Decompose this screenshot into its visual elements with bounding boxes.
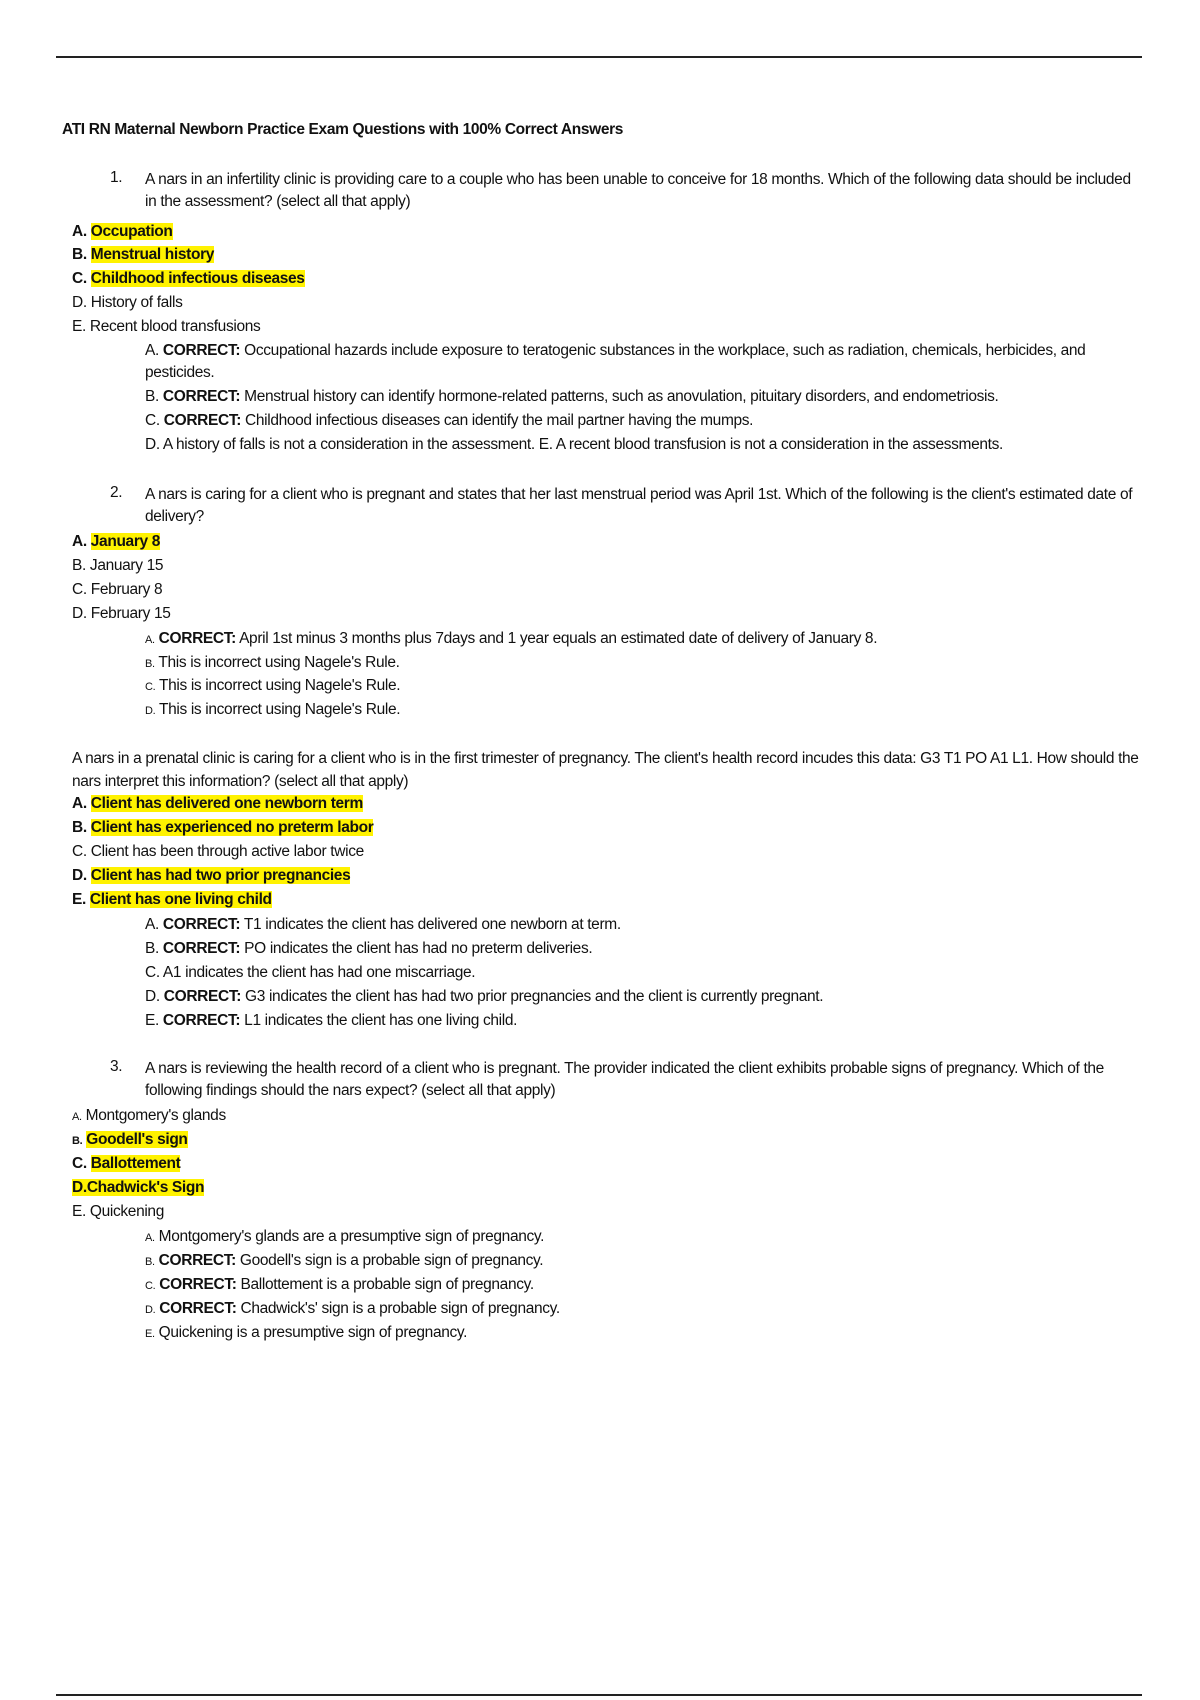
question-unnumbered-stem: A nars in a prenatal clinic is caring for a client who is in the first trimester of pregnancy. The client's health record incudes this data: G3 T1 PO A1 L1. How should the nars interpret this information? (select all that apply) bbox=[72, 750, 1139, 790]
q1-explanation-d: D. A history of falls is not a consideration in the assessment. E. A recent blood transfusion is not a consideration in the assessments. bbox=[145, 436, 1003, 453]
q1-option-d: D. History of falls bbox=[72, 294, 183, 311]
qu-explanation-c: C. A1 indicates the client has had one miscarriage. bbox=[145, 964, 476, 981]
q1-option-e: E. Recent blood transfusions bbox=[72, 318, 261, 335]
q3-explanation-c: C. CORRECT: Ballottement is a probable sign of pregnancy. bbox=[145, 1276, 534, 1293]
q1-option-c: C. Childhood infectious diseases bbox=[72, 270, 305, 287]
bottom-rule bbox=[56, 1694, 1142, 1696]
question-number: 1. bbox=[110, 169, 123, 186]
q2-explanation-d: D. This is incorrect using Nagele's Rule. bbox=[145, 701, 401, 718]
q2-explanation-b: B. This is incorrect using Nagele's Rule. bbox=[145, 654, 400, 671]
q2-option-c: C. February 8 bbox=[72, 581, 163, 598]
q3-explanation-a: A. Montgomery's glands are a presumptive sign of pregnancy. bbox=[145, 1228, 545, 1245]
qu-option-d: D. Client has had two prior pregnancies bbox=[72, 867, 351, 884]
q1-option-b: B. Menstrual history bbox=[72, 246, 215, 263]
top-rule bbox=[56, 56, 1142, 58]
q2-explanation-a: A. CORRECT: April 1st minus 3 months plus 7days and 1 year equals an estimated date of delivery of January 8. bbox=[145, 630, 878, 647]
question-number: 3. bbox=[110, 1058, 123, 1075]
qu-explanation-a: A. CORRECT: T1 indicates the client has delivered one newborn at term. bbox=[145, 916, 621, 933]
q1-explanation-c: C. CORRECT: Childhood infectious diseases can identify the mail partner having the mumps. bbox=[145, 412, 754, 429]
qu-explanation-b: B. CORRECT: PO indicates the client has had no preterm deliveries. bbox=[145, 940, 593, 957]
q1-option-a: A. Occupation bbox=[72, 223, 173, 240]
qu-explanation-e: E. CORRECT: L1 indicates the client has one living child. bbox=[145, 1012, 518, 1029]
question-number: 2. bbox=[110, 484, 123, 501]
q3-option-c: C. Ballottement bbox=[72, 1155, 181, 1172]
q3-explanation-d: D. CORRECT: Chadwick's' sign is a probable sign of pregnancy. bbox=[145, 1300, 560, 1317]
question-text: A nars is caring for a client who is pregnant and states that her last menstrual period was April 1st. Which of the following is the client's estimated date of delivery? bbox=[145, 486, 1133, 525]
q3-option-a: A. Montgomery's glands bbox=[72, 1107, 226, 1124]
q3-option-e: E. Quickening bbox=[72, 1203, 164, 1220]
question-text: A nars is reviewing the health record of a client who is pregnant. The provider indicated the client exhibits probable signs of pregnancy. Which of the following findings should the nars expect? (select all that apply) bbox=[145, 1060, 1104, 1099]
q3-option-b: B. Goodell's sign bbox=[72, 1131, 188, 1148]
q2-explanation-c: C. This is incorrect using Nagele's Rule. bbox=[145, 677, 401, 694]
q1-explanation-a: A. CORRECT: Occupational hazards include exposure to teratogenic substances in the workplace, such as radiation, chemicals, herbicides, and pesticides. bbox=[145, 342, 1086, 381]
question-text: A nars in an infertility clinic is providing care to a couple who has been unable to conceive for 18 months. Which of the following data should be included in the assessment? (select all that apply) bbox=[145, 171, 1131, 210]
qu-option-b: B. Client has experienced no preterm labor bbox=[72, 819, 374, 836]
document-title: ATI RN Maternal Newborn Practice Exam Questions with 100% Correct Answers bbox=[62, 121, 624, 138]
qu-option-c: C. Client has been through active labor twice bbox=[72, 843, 364, 860]
q2-option-a: A. January 8 bbox=[72, 533, 161, 550]
q3-explanation-e: E. Quickening is a presumptive sign of pregnancy. bbox=[145, 1324, 468, 1341]
q1-explanation-b: B. CORRECT: Menstrual history can identify hormone-related patterns, such as anovulation, pituitary disorders, and endometriosis. bbox=[145, 388, 999, 405]
qu-option-e: E. Client has one living child bbox=[72, 891, 272, 908]
qu-explanation-d: D. CORRECT: G3 indicates the client has had two prior pregnancies and the client is currently pregnant. bbox=[145, 988, 824, 1005]
q3-option-d: D.Chadwick's Sign bbox=[72, 1179, 205, 1196]
q3-explanation-b: B. CORRECT: Goodell's sign is a probable sign of pregnancy. bbox=[145, 1252, 544, 1269]
q2-option-d: D. February 15 bbox=[72, 605, 171, 622]
qu-option-a: A. Client has delivered one newborn term bbox=[72, 795, 363, 812]
q2-option-b: B. January 15 bbox=[72, 557, 164, 574]
